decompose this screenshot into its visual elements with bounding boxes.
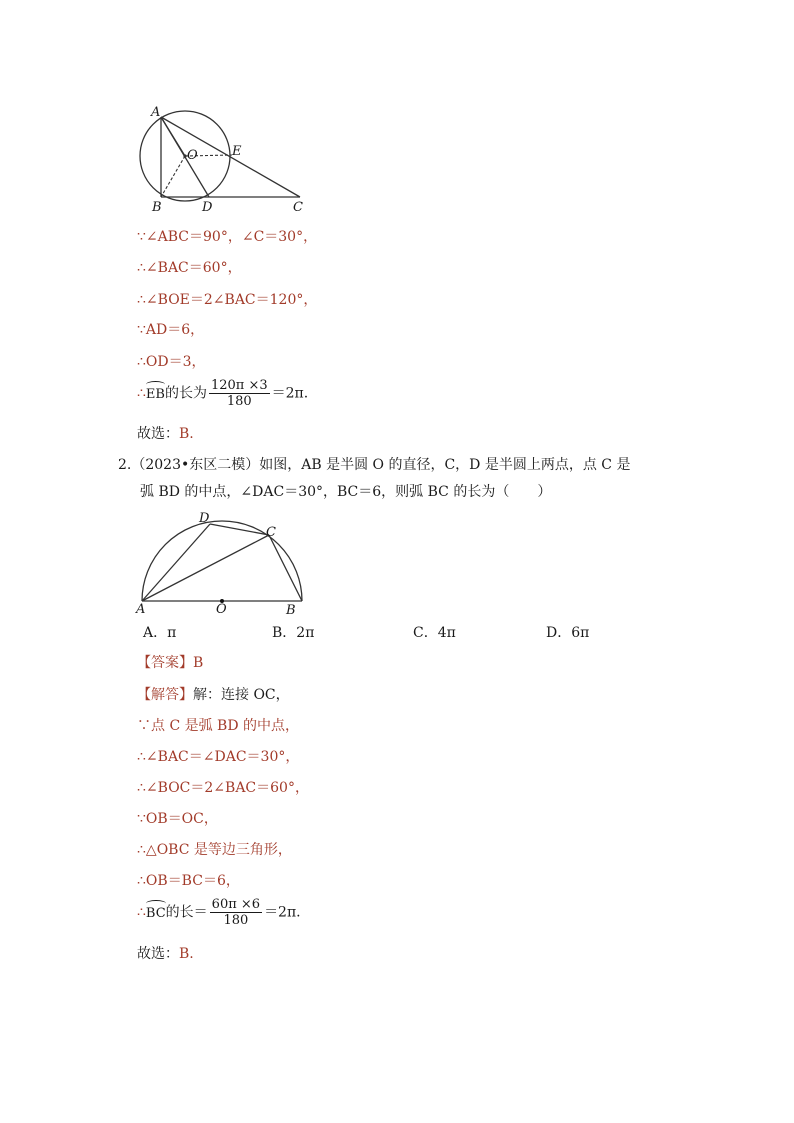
label-c: C (266, 525, 276, 540)
label-b: B (286, 603, 296, 618)
sol1-line4: ∵AD＝6， (137, 322, 205, 338)
segment-cb (269, 535, 302, 601)
choice-b: B．2π (272, 625, 315, 641)
sol1-line1: ∵∠ABC＝90°，∠C＝30°， (137, 229, 318, 245)
label-o: O (216, 602, 227, 617)
label-o: O (187, 148, 198, 163)
sol2-conclusion: 故选：B. (137, 946, 194, 962)
sol1-line3: ∴∠BOE＝2∠BAC＝120°， (137, 292, 318, 308)
choice-c: C．4π (413, 625, 456, 641)
label-d: D (199, 511, 210, 526)
sol1-line5: ∴OD＝3， (137, 354, 206, 370)
label-a: A (136, 602, 146, 617)
fraction-2: $\frac{60\pi \times 6}{180}$ (211, 897, 261, 928)
figure-semicircle (132, 508, 312, 618)
arc-eb: EB (146, 381, 165, 405)
label-e: E (232, 144, 242, 159)
sol2-line5: ∴△OBC 是等边三角形， (137, 842, 292, 858)
answer: 【答案】B (137, 655, 204, 671)
sol1-line6: ∴EB的长为 $\frac{120\pi \times 3}{180}$ ＝2π. (137, 378, 309, 409)
question-2 (118, 452, 688, 506)
sol2-line4: ∵OB＝OC， (137, 811, 218, 827)
sol2-line2: ∴∠BAC＝∠DAC＝30°， (137, 749, 300, 765)
question-2-line2: 弧 BD 的中点，∠DAC＝30°，BC＝6，则弧 BC 的长为（ ） (140, 484, 552, 500)
segment-dc (210, 524, 269, 535)
label-a: A (151, 105, 161, 120)
label-c: C (293, 200, 303, 215)
segment-ob-dashed (161, 156, 185, 197)
sol1-line2: ∴∠BAC＝60°， (137, 260, 242, 276)
label-b: B (152, 200, 162, 215)
sol2-line3: ∴∠BOC＝2∠BAC＝60°， (137, 780, 309, 796)
choice-d: D．6π (546, 625, 590, 641)
sol1-conclusion: 故选：B. (137, 426, 194, 442)
choice-a: A．π (143, 625, 177, 641)
segment-ac (142, 535, 269, 601)
sol2-line1: ∵点 C 是弧 BD 的中点， (137, 718, 300, 734)
segment-ac (161, 117, 300, 197)
question-2-line1: 2.（2023•东区二模）如图，AB 是半圆 O 的直径，C，D 是半圆上两点，点 C 是 (118, 457, 631, 473)
figure-circle-triangle (135, 100, 315, 215)
segment-ao (161, 117, 185, 156)
sol2-head: 【解答】解：连接 OC， (137, 687, 290, 703)
sol2-line6: ∴OB＝BC＝6， (137, 873, 240, 889)
fraction-1: $\frac{120\pi \times 3}{180}$ (210, 378, 268, 409)
sol2-line7: ∴BC的长＝ $\frac{60\pi \times 6}{180}$ ＝2π. (137, 897, 301, 928)
label-d: D (202, 200, 213, 215)
arc-bc: BC (146, 900, 166, 924)
